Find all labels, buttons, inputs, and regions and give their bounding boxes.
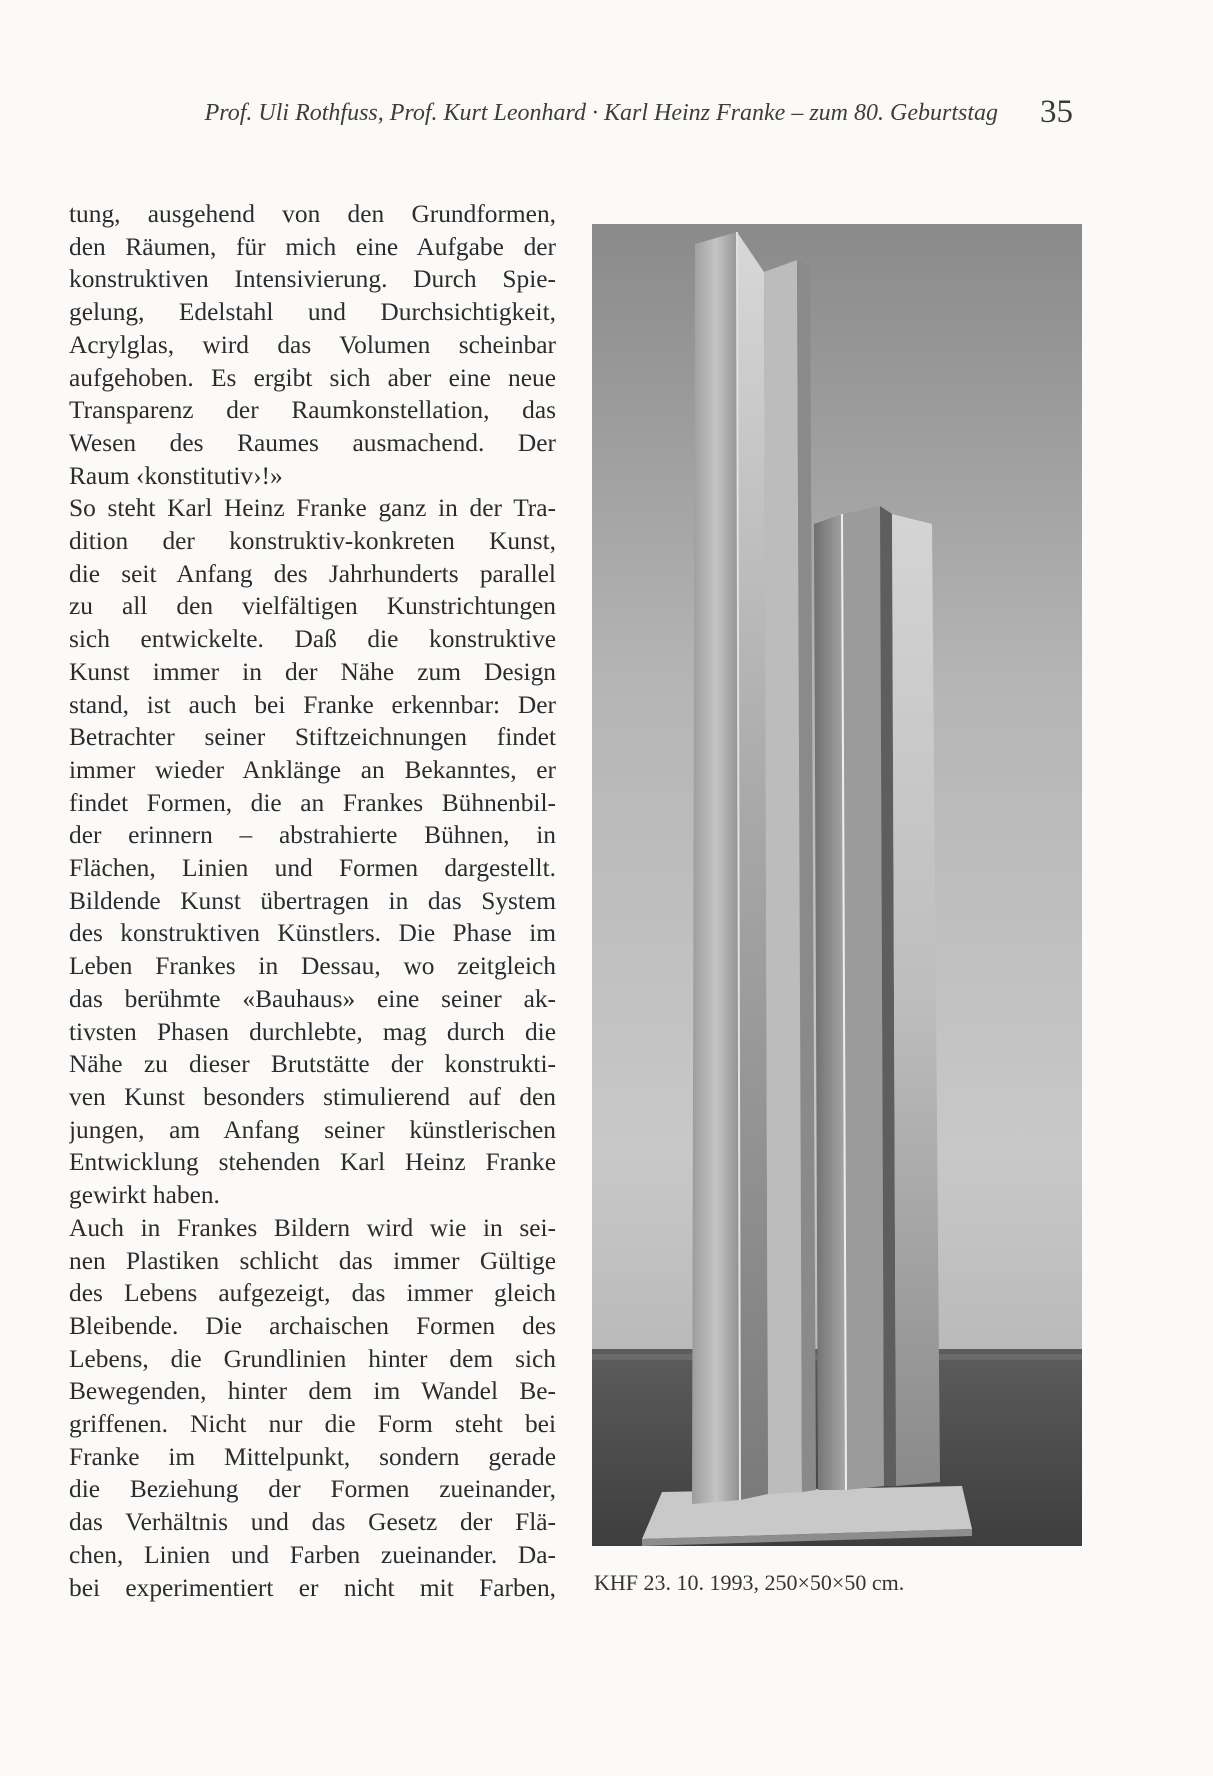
text-line: ven Kunst besonders stimulierend auf den	[69, 1082, 556, 1111]
sculpture-photo	[592, 224, 1082, 1546]
text-line: Betrachter seiner Stiftzeichnungen findet	[69, 723, 556, 752]
text-line: das berühmte «Bauhaus» eine seiner ak-	[69, 984, 556, 1013]
text-line: den Räumen, für mich eine Aufgabe der	[69, 232, 556, 261]
text-line: nen Plastiken schlicht das immer Gültige	[69, 1246, 556, 1275]
text-line: Transparenz der Raumkonstellation, das	[69, 396, 556, 425]
text-line: tivsten Phasen durchlebte, mag durch die	[69, 1017, 556, 1046]
text-line: Auch in Frankes Bildern wird wie in sei-	[69, 1213, 556, 1242]
text-line: der erinnern – abstrahierte Bühnen, in	[69, 821, 556, 850]
text-line: Franke im Mittelpunkt, sondern gerade	[69, 1442, 556, 1471]
text-line: das Verhältnis und das Gesetz der Flä-	[69, 1508, 556, 1537]
text-line: stand, ist auch bei Franke erkennbar: Der	[69, 690, 556, 719]
text-line: Bildende Kunst übertragen in das System	[69, 886, 556, 915]
text-line: des konstruktiven Künstlers. Die Phase im	[69, 919, 556, 948]
figure-caption: KHF 23. 10. 1993, 250×50×50 cm.	[594, 1570, 905, 1595]
text-line: konstruktiven Intensivierung. Durch Spie-	[69, 265, 556, 294]
running-head: Prof. Uli Rothfuss, Prof. Kurt Leonhard · Karl Heinz Franke – zum 80. Geburtstag	[204, 100, 998, 126]
text-line: jungen, am Anfang seiner künstlerischen	[69, 1115, 556, 1144]
text-line: Acrylglas, wird das Volumen scheinbar	[69, 330, 556, 359]
text-line: Bewegenden, hinter dem im Wandel Be-	[69, 1377, 556, 1406]
text-line: immer wieder Anklänge an Bekanntes, er	[69, 755, 556, 784]
text-line: Leben Frankes in Dessau, wo zeitgleich	[69, 952, 556, 981]
text-line: Bleibende. Die archaischen Formen des	[69, 1311, 556, 1340]
text-line: bei experimentiert er nicht mit Farben,	[69, 1573, 556, 1602]
text-line: Flächen, Linien und Formen dargestellt.	[69, 854, 556, 883]
body-text	[69, 198, 556, 1604]
text-line: Entwicklung stehenden Karl Heinz Franke	[69, 1148, 556, 1177]
text-line: dition der konstruktiv-konkreten Kunst,	[69, 527, 556, 556]
text-line: die Beziehung der Formen zueinander,	[69, 1475, 556, 1504]
page-number: 35	[1040, 94, 1073, 130]
text-line: zu all den vielfältigen Kunstrichtungen	[69, 592, 556, 621]
text-line: sich entwickelte. Daß die konstruktive	[69, 625, 556, 654]
text-line: gewirkt haben.	[69, 1181, 220, 1210]
text-line: die seit Anfang des Jahrhunderts parallel	[69, 559, 556, 588]
text-line: chen, Linien und Farben zueinander. Da-	[69, 1540, 556, 1569]
text-line: Raum ‹konstitutiv›!»	[69, 461, 283, 490]
text-line: Lebens, die Grundlinien hinter dem sich	[69, 1344, 556, 1373]
text-line: des Lebens aufgezeigt, das immer gleich	[69, 1279, 556, 1308]
text-line: aufgehoben. Es ergibt sich aber eine neue	[69, 363, 556, 392]
text-line: Nähe zu dieser Brutstätte der konstrukti-	[69, 1050, 556, 1079]
text-line: tung, ausgehend von den Grundformen,	[69, 200, 556, 228]
text-line: Wesen des Raumes ausmachend. Der	[69, 428, 556, 457]
text-line: griffenen. Nicht nur die Form steht bei	[69, 1410, 556, 1439]
text-line: findet Formen, die an Frankes Bühnenbil-	[69, 788, 556, 817]
text-line: gelung, Edelstahl und Durchsichtigkeit,	[69, 298, 556, 327]
text-line: So steht Karl Heinz Franke ganz in der Tra-	[69, 494, 556, 523]
text-line: Kunst immer in der Nähe zum Design	[69, 657, 556, 686]
